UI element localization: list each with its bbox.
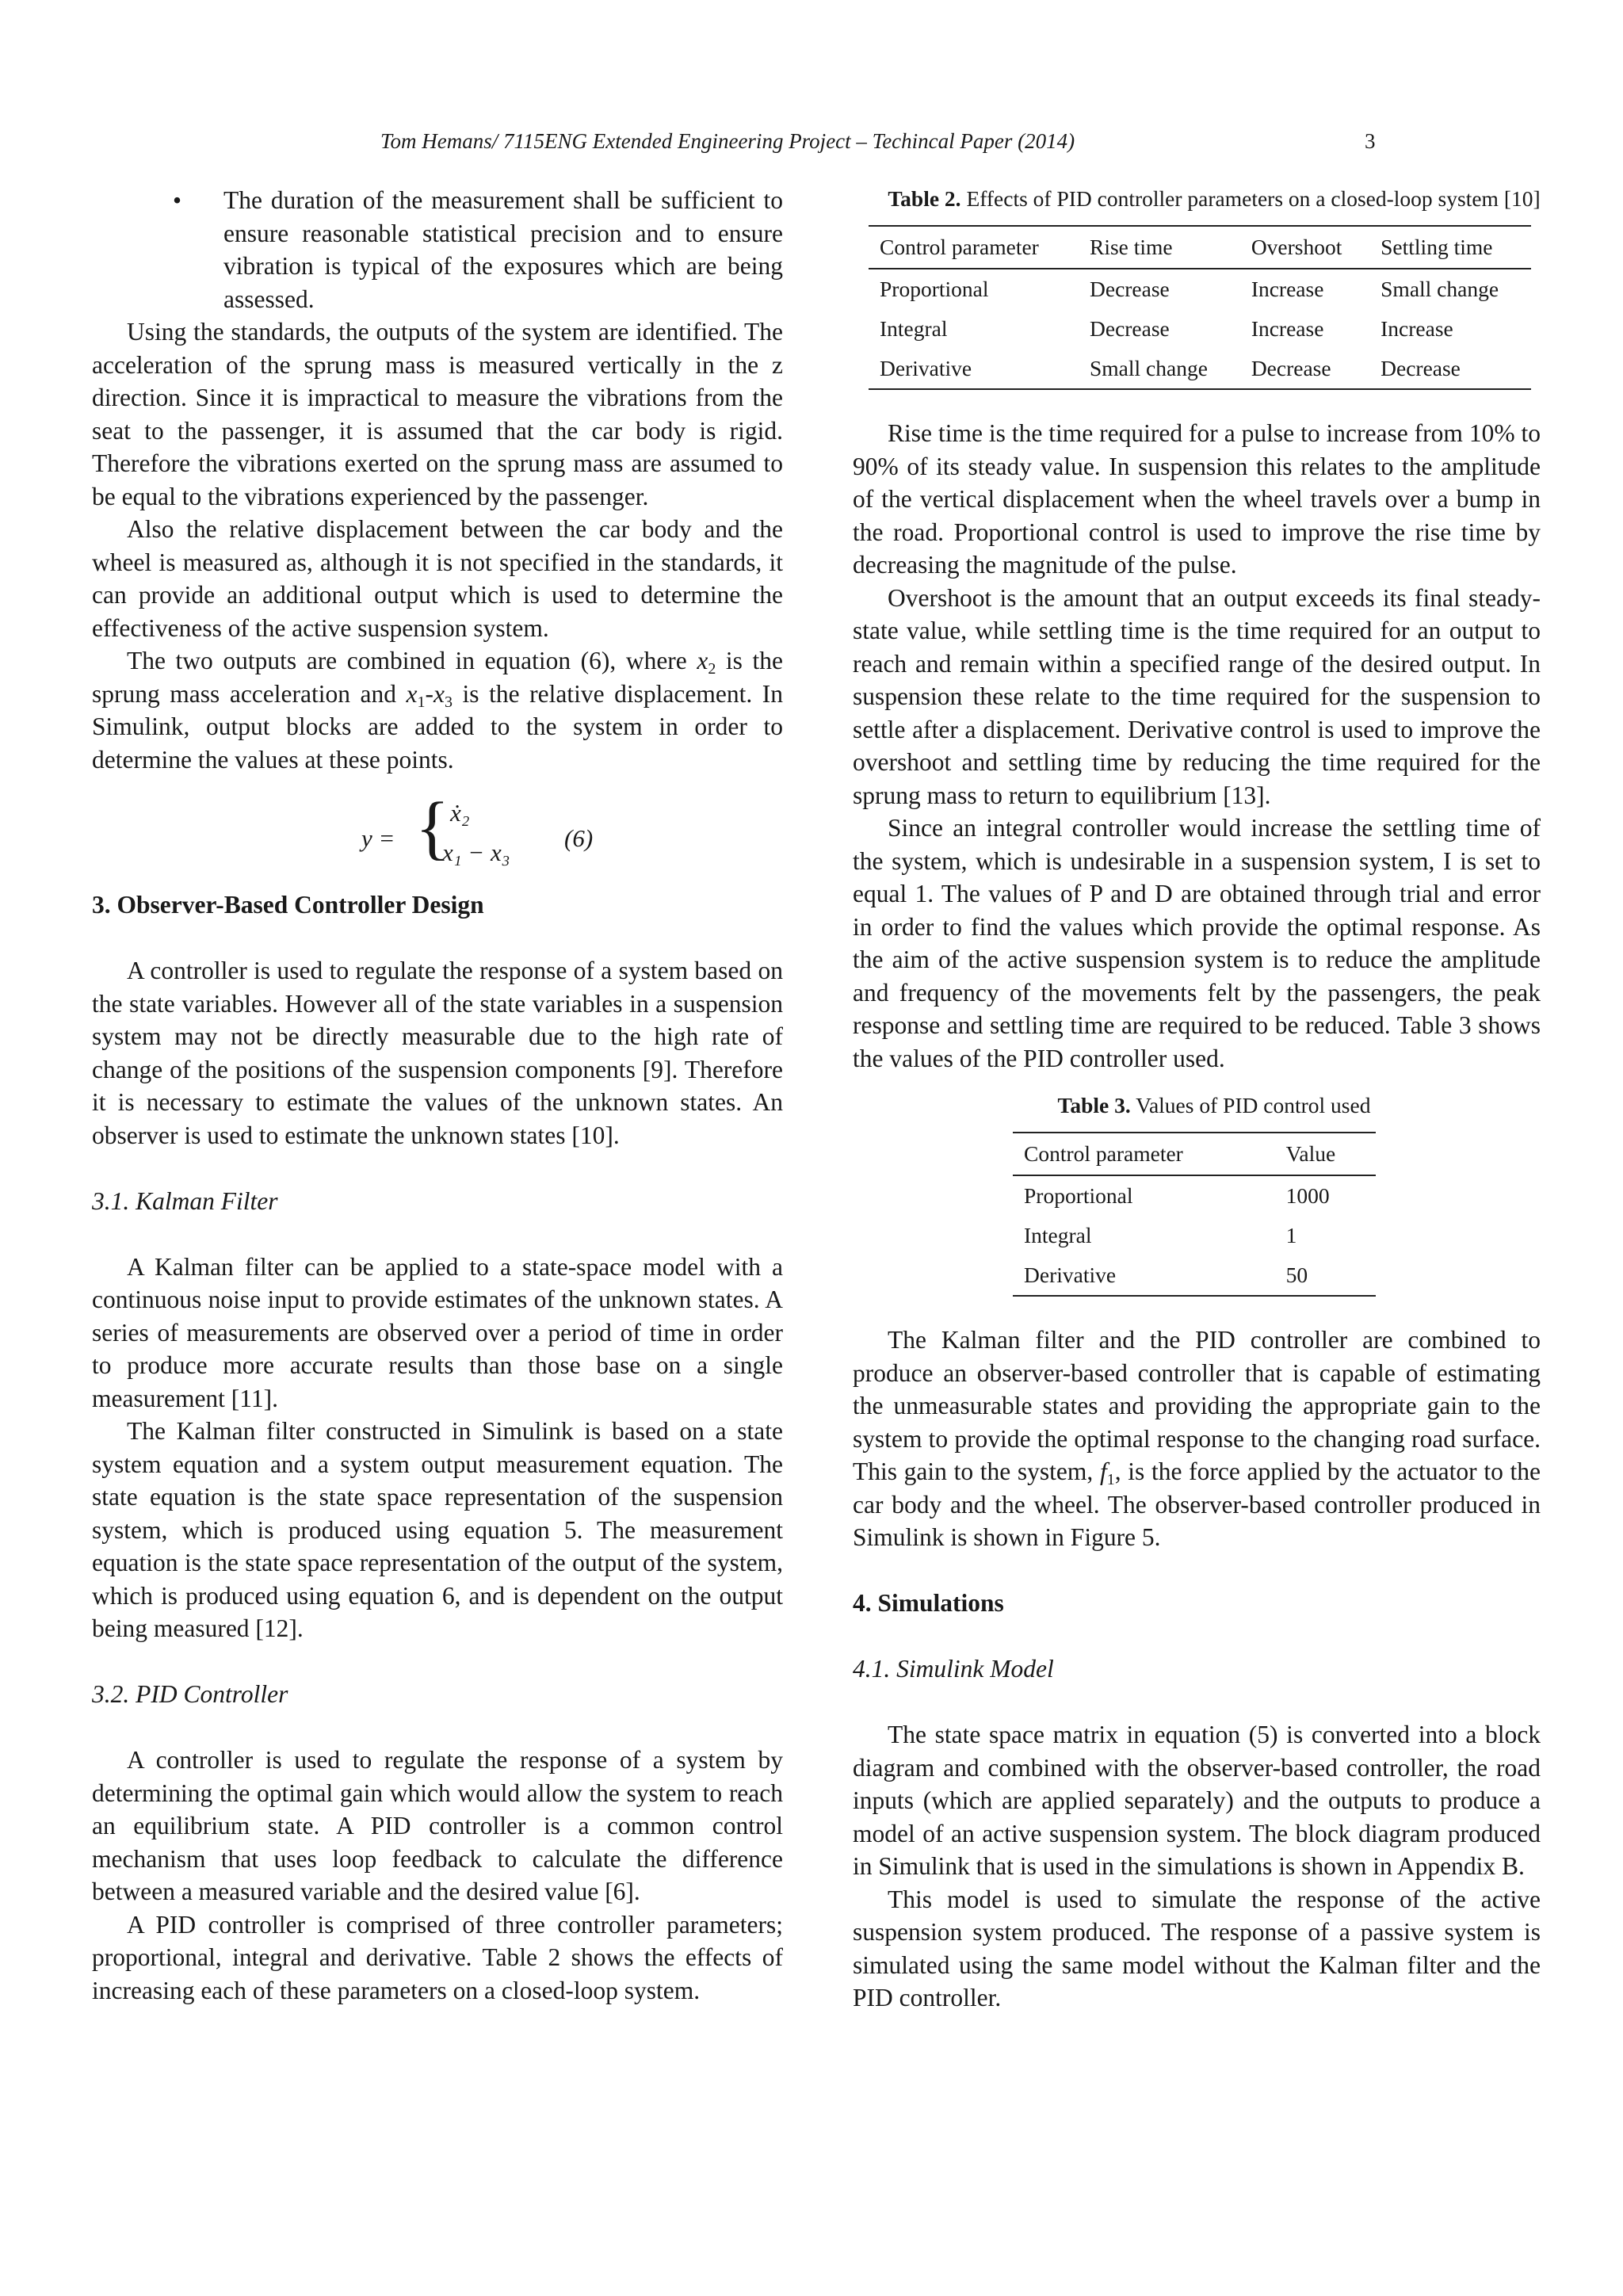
section-3-paragraph: A controller is used to regulate the response of a system based on the state variables. However all of the state variables in a suspension system may not be directly measurable due to the high rate of change of the positions of the suspension components [9]. Therefore it is necessary to estimate the values of the unknown states. An observer is used to estimate the unknown states [10]. [92,957,783,1149]
running-title: Tom Hemans/ 7115ENG Extended Engineering Project – Techincal Paper (2014) [380,129,1075,153]
running-header [0,125,1623,157]
simulink-paragraph-2: This model is used to simulate the response of the active suspension system produced. The response of a passive system is simulated using the same model without the Kalman filter and the PID controller. [853,1885,1541,2011]
table-cell: Decrease [1090,277,1170,302]
section-4-1-heading: 4.1. Simulink Model [853,1655,1054,1683]
table-header-row [1013,1133,1376,1175]
section-3-2-heading: 3.2. PID Controller [92,1680,288,1708]
table-header-cell: Overshoot [1240,226,1369,269]
overshoot-paragraph: Overshoot is the amount that an output exceeds its final steady-state value, while settling time is the time required for an output to reach and remain within a specified range of the desired output. In suspension these relate to the time required for the suspension to settle after a displacement. Derivative control is used to improve the overshoot and settling time by reducing the time required for the sprung mass to return to equilibrium [13]. [853,583,1541,809]
paragraph-outputs: Using the standards, the outputs of the system are identified. The acceleration of the sprung mass is measured vertically in the z direction. Since it is impractical to measure the vibrations from the seat to the passenger, it is assumed that the car body is rigid. Therefore the vibrations exerted on the sprung mass are assumed to be equal to the vibrations experienced by the passenger. [92,318,783,510]
equation-line-1: ẋ₂ [450,799,470,827]
table-cell: Derivative [869,349,1079,389]
table-cell: Integral [1024,1223,1092,1248]
paragraph-relative-displacement: Also the relative displacement between the car body and the wheel is measured as, although it is not specified in the standards, it can provide an additional output which is used to determine the effectiveness of the active suspension system. [92,515,783,642]
paragraph-combined-outputs: The two outputs are combined in equation (6), where $x_2$ is the sprung mass acceleration and $x_1-x_3$ is the relative displacement. In Simulink, output blocks are added to the system in order to determine the values at these points. [92,647,783,774]
section-3-heading: 3. Observer-Based Controller Design [92,891,484,919]
bullet-icon: • [173,186,182,214]
table-2 [869,225,1531,390]
section-4-heading: 4. Simulations [853,1589,1004,1617]
table-cell: Derivative [1013,1255,1275,1296]
table-cell: Decrease [1369,349,1531,389]
kalman-paragraph-1: A Kalman filter can be applied to a state-space model with a continuous noise input to provide estimates of the unknown states. A series of measurements are observed over a period of time in order to produce more accurate results than those base on a single measurement [11]. [92,1252,783,1412]
equation-brace: { [415,789,450,867]
table-cell: Decrease [1240,349,1369,389]
table-row [1013,1255,1376,1296]
pid-paragraph-1: A controller is used to regulate the response of a system by determining the optimal gain which would allow the system to reach an equilibrium state. A PID controller is a common control mechanism that uses loop feedback to calculate the difference between a measured variable and the desired value [6]. [92,1746,783,1905]
table-header-cell: Rise time [1079,226,1240,269]
left-column [92,184,783,2007]
equation-lhs: y = [361,824,395,852]
equation-number: (6) [564,824,594,852]
table-cell: Increase [1381,316,1453,342]
kalman-paragraph-2: The Kalman filter constructed in Simulink is based on a state system equation and a system output measurement equation. The state equation is the state space representation of the suspension system, which is produced using equation 5. The measurement equation is the state space representation of the output of the system, which is produced using equation 6, and is dependent on the output being measured [12]. [92,1417,783,1642]
right-column [853,184,1541,2015]
integral-paragraph: Since an integral controller would increase the settling time of the system, which is undesirable in a suspension system, I is set to equal 1. The values of P and D are obtained through trial and error in order to find the values which provide the optimal response. As the aim of the active suspension system is to reduce the amplitude and frequency of the movements felt by the passengers, the peak response and settling time are required to be reduced. Table 3 shows the values of the PID controller used. [853,814,1541,1072]
table-cell: Decrease [1090,316,1170,342]
table-row [1013,1175,1376,1216]
table-cell: Proportional [880,277,989,302]
table-2-caption: Table 2. Effects of PID controller parameters on a closed-loop system [10] [888,186,1541,211]
table-header-cell: Settling time [1369,226,1531,269]
table-cell: 1 [1285,1223,1297,1248]
table-row [869,269,1531,309]
table-cell: 1000 [1285,1183,1330,1209]
simulink-paragraph-1: The state space matrix in equation (5) is converted into a block diagram and combined with the observer-based controller, the road inputs (which are applied separately) and the outputs to produce a model of an active suspension system. The block diagram produced in Simulink that is used in the simulations is shown in Appendix B. [853,1721,1541,1880]
table-cell: Increase [1251,277,1324,302]
table-row [869,309,1531,349]
section-3-1-heading: 3.1. Kalman Filter [92,1186,278,1215]
table-row [1013,1216,1376,1255]
table-cell: Small change [1079,349,1240,389]
table-cell: Increase [1251,316,1324,342]
table-header-cell: Control parameter [1013,1133,1275,1175]
table-cell: Integral [880,316,948,342]
observer-paragraph: The Kalman filter and the PID controller are combined to produce an observer-based controller that is capable of estimating the unmeasurable states and providing the appropriate gain to the system to provide the optimal response to the changing road surface. This gain to the system, $f_1$, is the force applied by the actuator to the car body and the wheel. The observer-based controller produced in Simulink is shown in Figure 5. [853,1326,1541,1551]
table-cell: Small change [1381,277,1499,302]
bullet-text: The duration of the measurement shall be sufficient to ensure reasonable statistical precision and to ensure vibration is typical of the exposures which are being assessed. [223,186,783,313]
table-3 [1013,1132,1376,1297]
pid-paragraph-2: A PID controller is comprised of three controller parameters; proportional, integral and derivative. Table 2 shows the effects of increasing each of these parameters on a closed-loop system. [92,1910,783,2004]
table-header-cell: Value [1275,1133,1376,1175]
table-header-row [869,226,1531,269]
table-row [869,349,1531,389]
equation-6 [92,789,783,881]
bullet-item [173,184,783,315]
table-3-caption: Table 3. Values of PID control used [1057,1093,1371,1117]
table-cell: 50 [1275,1255,1376,1296]
equation-line-2: x₁ − x₃ [442,839,510,866]
rise-time-paragraph: Rise time is the time required for a pulse to increase from 10% to 90% of its steady value. In suspension this relates to the amplitude of the vertical displacement when the wheel travels over a bump in the road. Proportional control is used to improve the rise time by decreasing the magnitude of the pulse. [853,419,1541,579]
page-number: 3 [1365,129,1376,153]
table-header-cell: Control parameter [869,226,1079,269]
table-cell: Proportional [1024,1183,1133,1209]
